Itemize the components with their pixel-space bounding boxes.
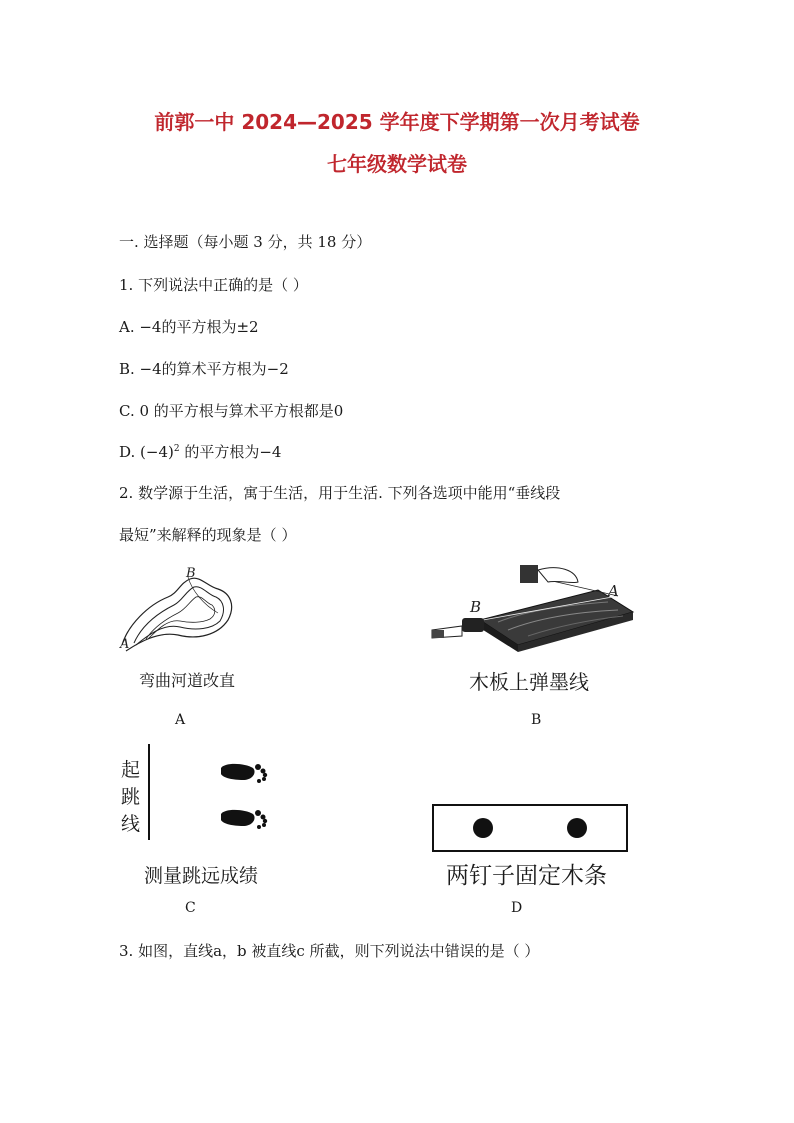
footprint-icon — [221, 810, 267, 829]
q1-option-d-prefix: D. (−4) — [119, 443, 174, 461]
figure-b-board — [428, 560, 638, 652]
q1-option-d-exponent: 2 — [173, 444, 180, 454]
figure-b-caption: 木板上弹墨线 — [469, 670, 589, 694]
figure-b-letter: B — [531, 712, 542, 728]
figure-d-letter: D — [511, 900, 523, 916]
nail-icon — [567, 818, 587, 838]
section-heading: 一. 选择题（每小题 3 分，共 18 分） — [119, 233, 372, 251]
q1-option-a: A. −4的平方根为±2 — [119, 318, 259, 336]
figure-d-strip — [432, 804, 628, 852]
figure-a-caption: 弯曲河道改直 — [139, 671, 236, 690]
exam-subtitle: 七年级数学试卷 — [327, 152, 467, 176]
figure-d-caption: 两钉子固定木条 — [446, 863, 607, 889]
figure-a-point-b: B — [186, 566, 196, 581]
q2-stem-line1: 2. 数学源于生活，寓于生活，用于生活. 下列各选项中能用“垂线段 — [119, 484, 561, 502]
q1-option-c: C. 0 的平方根与算术平方根都是0 — [119, 402, 344, 420]
q2-stem-line2: 最短”来解释的现象是（ ） — [119, 526, 297, 544]
nail-icon — [473, 818, 493, 838]
figure-c-caption: 测量跳远成绩 — [144, 865, 259, 887]
figure-c-jump — [145, 742, 275, 842]
figure-b-point-a: A — [608, 582, 619, 600]
figure-b-point-b: B — [470, 598, 482, 616]
q1-option-b: B. −4的算术平方根为−2 — [119, 360, 289, 378]
footprint-icon — [221, 764, 267, 783]
q1-option-d-suffix: 的平方根为−4 — [179, 443, 282, 461]
figure-a-river — [118, 565, 243, 655]
figure-c-side-label: 起跳线 — [121, 759, 141, 835]
figure-a-letter: A — [175, 712, 186, 728]
q3-stem: 3. 如图，直线a，b 被直线c 所截，则下列说法中错误的是（ ） — [119, 942, 540, 960]
figure-c-letter: C — [185, 900, 196, 916]
figure-a-point-a: A — [120, 637, 130, 652]
q1-stem: 1. 下列说法中正确的是（ ） — [119, 276, 308, 294]
exam-title: 前郭一中 2024—2025 学年度下学期第一次月考试卷 — [154, 110, 640, 134]
q1-option-d — [119, 441, 281, 462]
